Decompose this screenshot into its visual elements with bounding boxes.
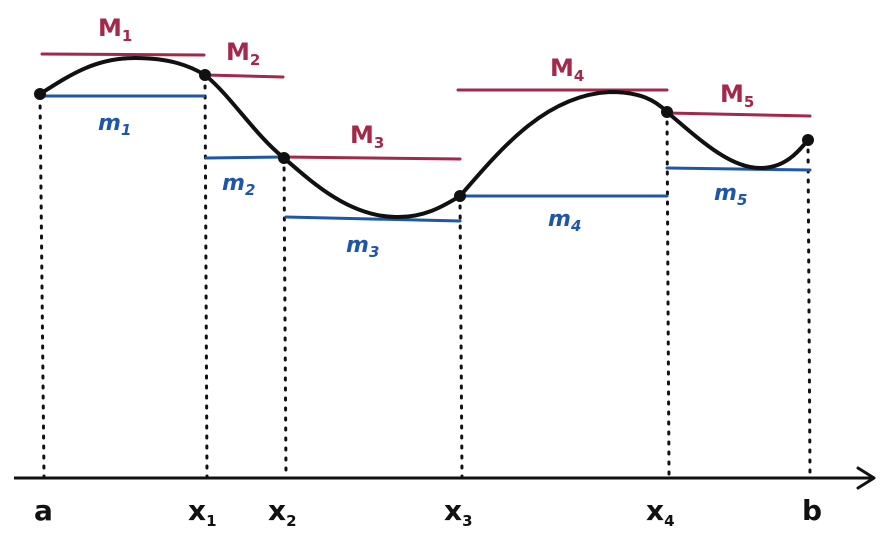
curve-point-a (34, 88, 46, 100)
lower-label-4: $m_4$ (548, 207, 582, 235)
lower-label-2: $m_2$ (222, 171, 256, 199)
lower-segment-3 (286, 217, 460, 221)
axis-label-x1: $x_1$ (188, 494, 217, 530)
curve-point-x1 (199, 69, 211, 81)
lower-segment-2 (206, 157, 283, 158)
function-curve (40, 58, 808, 217)
upper-label-3: $M_3$ (350, 121, 385, 152)
partition-line-x2 (284, 158, 286, 476)
lower-segment-5 (667, 168, 810, 170)
upper-segment-3 (284, 157, 460, 159)
upper-segment-2 (206, 75, 283, 77)
upper-label-1: $M_1$ (98, 14, 133, 45)
upper-segment-5 (667, 113, 810, 116)
lower-label-1: $m_1$ (98, 111, 132, 139)
partition-line-a (40, 96, 44, 476)
curve-point-x4 (661, 106, 673, 118)
curve-point-x2 (278, 152, 290, 164)
lower-label-3: $m_3$ (346, 233, 380, 261)
curve-point-x3 (454, 190, 466, 202)
upper-label-2: $M_2$ (226, 38, 261, 69)
partition-line-x1 (205, 76, 207, 476)
upper-label-4: $M_4$ (550, 54, 585, 85)
upper-label-5: $M_5$ (720, 80, 755, 111)
upper-segment-1 (42, 54, 204, 55)
partition-line-b (808, 140, 810, 476)
axis-label-x3: $x_3$ (444, 494, 473, 530)
partition-line-x3 (460, 196, 462, 476)
axis-label-x2: $x_2$ (268, 494, 297, 530)
lower-label-5: $m_5$ (714, 181, 748, 209)
curve-point-b (802, 134, 814, 146)
axis-label-b: b (802, 494, 823, 527)
axis-label-x4: $x_4$ (646, 494, 675, 530)
axis-label-a: a (34, 494, 53, 527)
upper-bound-segments (42, 54, 810, 159)
